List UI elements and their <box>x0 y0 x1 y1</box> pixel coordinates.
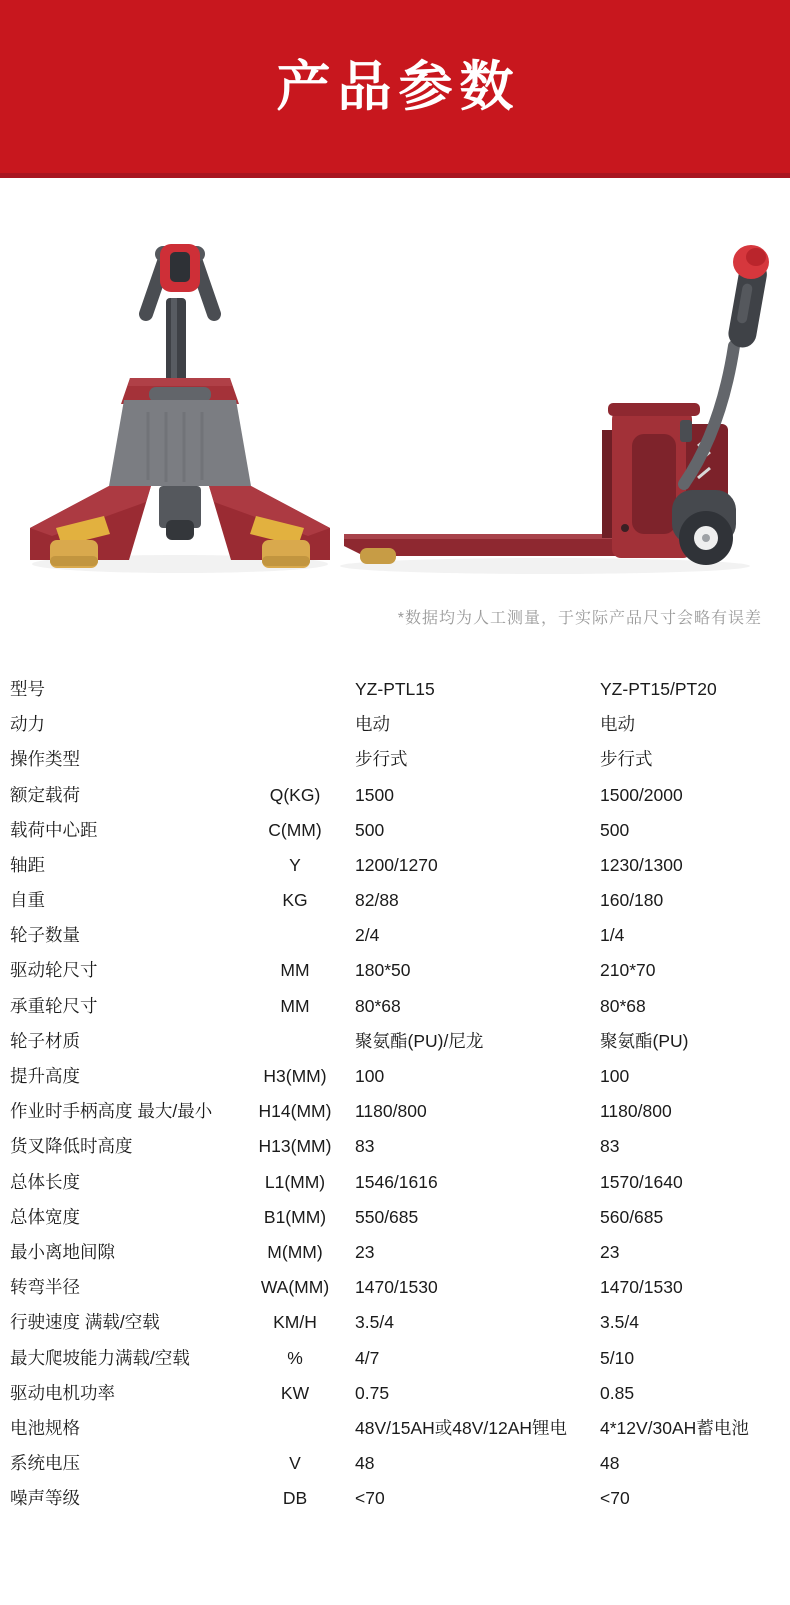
spec-unit-symbol: DB <box>282 1488 308 1509</box>
spec-value-model2: 5/10 <box>600 1347 635 1368</box>
spec-label: 操作类型 <box>10 749 80 770</box>
spec-value-model2: 100 <box>600 1066 630 1087</box>
spec-label: 驱动轮尺寸 <box>10 960 98 981</box>
spec-unit-symbol: C(MM) <box>268 819 322 840</box>
spec-row <box>0 989 790 1024</box>
spec-row <box>0 954 790 989</box>
spec-value-model1: 1500 <box>355 784 394 805</box>
spec-label: 轴距 <box>10 854 45 875</box>
spec-value-model2: 1570/1640 <box>600 1171 683 1192</box>
spec-value-model2: 1180/800 <box>600 1101 672 1122</box>
spec-row <box>0 1481 790 1516</box>
spec-row <box>0 1305 790 1340</box>
spec-value-model2: 4*12V/30AH蓄电池 <box>600 1417 749 1438</box>
spec-row <box>0 918 790 953</box>
spec-row <box>0 1059 790 1094</box>
spec-value-model1: 48V/15AH或48V/12AH锂电 <box>355 1417 568 1438</box>
spec-value-model2: 1/4 <box>600 925 625 946</box>
spec-label: 货叉降低时高度 <box>10 1136 133 1157</box>
spec-unit-symbol: MM <box>280 960 310 981</box>
spec-value-model1: 83 <box>355 1136 375 1157</box>
spec-row <box>0 672 790 707</box>
spec-value-model1: 2/4 <box>355 925 380 946</box>
spec-row <box>0 848 790 883</box>
spec-label: 电池规格 <box>10 1417 80 1438</box>
spec-value-model1: 1200/1270 <box>355 854 438 875</box>
spec-row <box>0 1024 790 1059</box>
spec-unit-symbol: B1(MM) <box>263 1206 327 1227</box>
ground-shadow <box>340 558 750 574</box>
spec-value-model1: 1546/1616 <box>355 1171 438 1192</box>
spec-label: 总体长度 <box>10 1171 80 1192</box>
spec-label: 型号 <box>10 678 45 699</box>
spec-table <box>0 672 790 1517</box>
spec-label: 总体宽度 <box>10 1206 80 1227</box>
measurement-disclaimer: *数据均为人工测量，于实际产品尺寸会略有误差 <box>397 610 762 627</box>
spec-value-model2: <70 <box>600 1488 630 1509</box>
spec-value-model1: <70 <box>355 1488 385 1509</box>
spec-value-model1: 550/685 <box>355 1206 419 1227</box>
spec-value-model1: 100 <box>355 1066 385 1087</box>
spec-row <box>0 813 790 848</box>
spec-value-model2: 210*70 <box>600 960 656 981</box>
spec-value-model1: 82/88 <box>355 890 399 911</box>
spec-value-model2: 23 <box>600 1241 620 1262</box>
spec-label: 驱动电机功率 <box>10 1382 115 1403</box>
spec-unit-symbol: H3(MM) <box>263 1066 327 1087</box>
spec-row <box>0 1129 790 1164</box>
spec-value-model2: 1470/1530 <box>600 1277 683 1298</box>
spec-value-model2: 80*68 <box>600 995 646 1016</box>
spec-row <box>0 1094 790 1129</box>
spec-label: 提升高度 <box>10 1066 80 1087</box>
spec-value-model2: 48 <box>600 1453 620 1474</box>
spec-unit-symbol: Q(KG) <box>269 784 321 805</box>
spec-row <box>0 1235 790 1270</box>
spec-label: 噪声等级 <box>10 1488 80 1509</box>
spec-value-model1: 聚氨酯(PU)/尼龙 <box>355 1030 484 1051</box>
spec-label: 轮子材质 <box>10 1030 80 1051</box>
spec-unit-symbol: MM <box>280 995 310 1016</box>
spec-row <box>0 1270 790 1305</box>
spec-unit-symbol: H14(MM) <box>258 1101 332 1122</box>
spec-unit-symbol: L1(MM) <box>264 1171 326 1192</box>
spec-row <box>0 1200 790 1235</box>
spec-label: 最小离地间隙 <box>10 1241 115 1262</box>
spec-label: 最大爬坡能力满载/空载 <box>10 1347 190 1368</box>
spec-label: 轮子数量 <box>10 925 80 946</box>
spec-unit-symbol: H13(MM) <box>258 1136 332 1157</box>
spec-value-model1: 电动 <box>355 714 390 735</box>
spec-value-model2: 0.85 <box>600 1382 635 1403</box>
spec-value-model1: 500 <box>355 819 385 840</box>
spec-value-model1: 80*68 <box>355 995 401 1016</box>
spec-value-model1: YZ-PTL15 <box>355 678 435 699</box>
spec-value-model1: 1470/1530 <box>355 1277 438 1298</box>
spec-value-model2: 560/685 <box>600 1206 664 1227</box>
spec-unit-symbol: KG <box>282 890 308 911</box>
spec-value-model1: 0.75 <box>355 1382 390 1403</box>
spec-row <box>0 742 790 777</box>
truck-handle <box>146 244 214 384</box>
spec-unit-symbol: V <box>289 1453 301 1474</box>
spec-value-model2: YZ-PT15/PT20 <box>600 678 717 699</box>
spec-value-model2: 1500/2000 <box>600 784 683 805</box>
spec-row <box>0 1341 790 1376</box>
spec-unit-symbol: WA(MM) <box>260 1277 330 1298</box>
spec-value-model1: 48 <box>355 1453 375 1474</box>
spec-row <box>0 1376 790 1411</box>
page-title: 产品参数 <box>276 56 521 117</box>
spec-label: 动力 <box>10 714 45 735</box>
spec-label: 系统电压 <box>10 1453 80 1474</box>
spec-unit-symbol: KW <box>280 1382 310 1403</box>
spec-row <box>0 1165 790 1200</box>
spec-label: 行驶速度 满载/空载 <box>10 1312 160 1333</box>
spec-label: 承重轮尺寸 <box>10 995 98 1016</box>
spec-label: 额定载荷 <box>10 784 80 805</box>
spec-row <box>0 707 790 742</box>
spec-label: 载荷中心距 <box>10 819 98 840</box>
spec-unit-symbol: Y <box>289 854 301 875</box>
spec-value-model2: 步行式 <box>600 749 653 770</box>
spec-label: 作业时手柄高度 最大/最小 <box>10 1101 213 1122</box>
spec-value-model2: 3.5/4 <box>600 1312 639 1333</box>
spec-value-model2: 83 <box>600 1136 620 1157</box>
spec-value-model1: 3.5/4 <box>355 1312 394 1333</box>
spec-value-model2: 1230/1300 <box>600 854 683 875</box>
spec-unit-symbol: M(MM) <box>267 1241 323 1262</box>
spec-row <box>0 1446 790 1481</box>
spec-unit-symbol: % <box>287 1347 303 1368</box>
spec-unit-symbol: KM/H <box>273 1312 317 1333</box>
spec-value-model1: 180*50 <box>355 960 411 981</box>
spec-value-model2: 500 <box>600 819 630 840</box>
spec-row <box>0 1411 790 1446</box>
spec-row <box>0 883 790 918</box>
header-banner <box>0 0 790 178</box>
spec-label: 转弯半径 <box>10 1277 80 1298</box>
spec-value-model2: 聚氨酯(PU) <box>600 1030 689 1051</box>
spec-value-model1: 步行式 <box>355 749 408 770</box>
spec-value-model1: 23 <box>355 1241 375 1262</box>
product-image-side-view <box>330 240 790 580</box>
spec-value-model2: 160/180 <box>600 890 664 911</box>
spec-value-model1: 1180/800 <box>355 1101 427 1122</box>
spec-value-model2: 电动 <box>600 714 635 735</box>
spec-row <box>0 778 790 813</box>
truck-backrest <box>109 378 251 486</box>
truck-undercarriage <box>159 486 201 540</box>
product-image-front-view <box>20 240 340 580</box>
spec-label: 自重 <box>10 890 45 911</box>
spec-value-model1: 4/7 <box>355 1347 380 1368</box>
